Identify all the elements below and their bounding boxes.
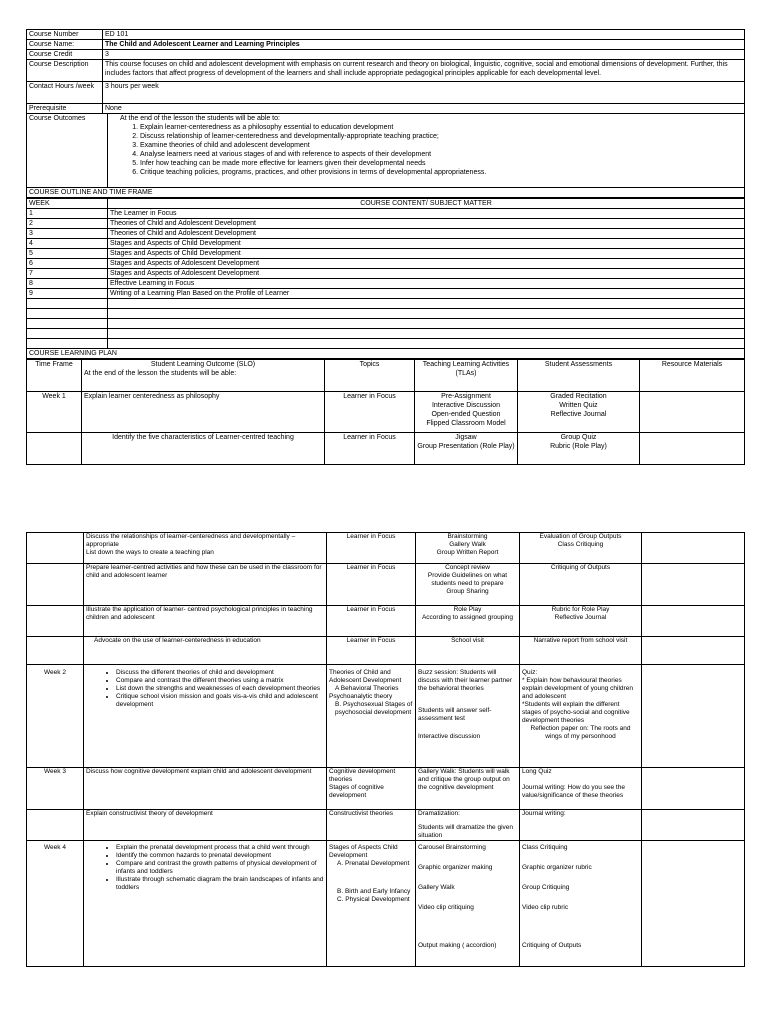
time-frame-empty: [27, 533, 84, 564]
prerequisite-label: Prerequisite: [27, 104, 103, 114]
assessment-item: Written Quiz: [559, 402, 598, 409]
tla-text: Dramatization:: [418, 810, 460, 817]
week-header: WEEK: [27, 199, 108, 209]
assessment-text: Journal writing: How do you see the value/significance of these theories: [522, 784, 625, 799]
tla-item: Group Sharing: [446, 588, 489, 595]
outline-content: Stages and Aspects of Adolescent Development: [108, 269, 745, 279]
assessment-cell: [520, 768, 642, 810]
topic-cell: Learner in Focus: [327, 606, 416, 637]
tla-item: Flipped Classroom Model: [426, 420, 506, 427]
outline-week: 8: [27, 279, 108, 289]
tla-text: Buzz session: Students will discuss with their learner partner the behavioral theories: [418, 669, 512, 692]
contact-hours-label: Contact Hours /week: [27, 82, 103, 104]
tla-item: Jigsaw: [455, 434, 477, 441]
tla-text: Students will answer self-assessment test: [418, 707, 492, 722]
topic-cell: Learner in Focus: [325, 392, 415, 433]
slo-item: • Explain the prenatal development process that a child went through: [116, 844, 324, 852]
outline-content: Theories of Child and Adolescent Development: [108, 229, 745, 239]
assessment-text: Video clip rubric: [522, 904, 569, 911]
tla-item: Interactive Discussion: [431, 402, 501, 409]
assessments-header: Student Assessments: [518, 360, 640, 392]
prerequisite: None: [103, 104, 745, 114]
week-1-label: Week 1: [27, 392, 82, 433]
assessment-cell: Narrative report from school visit: [520, 637, 642, 665]
page-1: [0, 29, 768, 465]
topic-text: A Behavioral Theories: [335, 685, 399, 692]
tla-item: Open-ended Question: [431, 411, 501, 418]
tla-cell: School visit: [416, 637, 520, 665]
topic-text: C. Physical Development: [337, 896, 410, 903]
assessment-cell: [518, 433, 640, 465]
outline-content-empty: [108, 309, 745, 319]
assessment-item: Group Quiz: [560, 434, 597, 441]
time-frame-empty: [27, 637, 84, 665]
outline-week: 3: [27, 229, 108, 239]
slo-item: • Identify the common hazards to prenatal development: [116, 852, 324, 860]
assessment-text: Reflection paper on: The roots and wings of my personhood: [530, 725, 631, 740]
page-2: [0, 532, 768, 967]
outcome-item: 1. Explain learner-centeredness as a philosophy essential to education development: [140, 123, 742, 132]
tla-item: According to assigned grouping: [421, 614, 514, 621]
slo-cell: Prepare learner-centred activities and how these can be used in the classroom for child and adolescent learner: [84, 564, 327, 606]
assessment-text: *Students will explain the different stages of psycho-social and cognitive development theories: [522, 701, 630, 724]
outline-week: 1: [27, 209, 108, 219]
assessment-item: Rubric for Role Play: [551, 606, 610, 613]
tla-item: Pre-Assignment: [441, 393, 491, 400]
slo-item: • Critique school vision mission and goals vis-a-vis child and adolescent development: [116, 693, 324, 709]
outline-content-empty: [108, 299, 745, 309]
slo-cell: [84, 665, 327, 768]
slo-cell: Illustrate the application of learner- centred psychological principles in teaching children and adolescent: [84, 606, 327, 637]
resource-cell: [642, 665, 745, 768]
outline-week: 5: [27, 249, 108, 259]
tla-cell: [416, 533, 520, 564]
assessment-text: Graphic organizer rubric: [522, 864, 592, 871]
slo-header-title: Student Learning Outcome (SLO): [150, 361, 256, 368]
outline-content: The Learner in Focus: [108, 209, 745, 219]
topic-cell: Learner in Focus: [327, 564, 416, 606]
course-description: This course focuses on child and adolescent development with emphasis on current research and theory on biological, linguistic, cognitive, social and emotional dimensions of development. Further, this includes factors that affect progress of development of the learners and shall include appropriate pedagogical principles applicable for each developmental level.: [103, 60, 745, 82]
course-number: ED 101: [103, 30, 745, 40]
week-4-label: Week 4: [27, 841, 84, 967]
week-3-label: Week 3: [27, 768, 84, 810]
resource-cell: [642, 564, 745, 606]
outline-week: 7: [27, 269, 108, 279]
topic-cell: [327, 768, 416, 810]
topic-text: A. Prenatal Development: [337, 860, 410, 867]
course-name-label: Course Name:: [27, 40, 103, 50]
time-frame-empty: [27, 433, 82, 465]
tla-item: Role Play: [453, 606, 482, 613]
outline-content: Stages and Aspects of Child Development: [108, 239, 745, 249]
plan-heading: COURSE LEARNING PLAN: [27, 349, 745, 359]
slo-item: • List down the strengths and weaknesses of each development theories: [116, 685, 324, 693]
assessment-item: Rubric (Role Play): [550, 443, 607, 450]
outcome-item: 3. Examine theories of child and adolescent development: [140, 141, 742, 150]
outline-heading: COURSE OUTLINE AND TIME FRAME: [27, 188, 745, 198]
resource-cell: [642, 533, 745, 564]
outline-week: 9: [27, 289, 108, 299]
course-outcomes-label: Course Outcomes: [27, 114, 108, 188]
assessment-cell: [520, 665, 642, 768]
tla-cell: [416, 606, 520, 637]
assessment-item: Graded Recitation: [550, 393, 607, 400]
tla-item: Gallery Walk: [449, 541, 486, 548]
topic-text: Cognitive development theories: [329, 768, 396, 783]
tla-cell: [415, 433, 518, 465]
assessment-text: Critiquing of Outputs: [522, 942, 582, 949]
outline-week: 2: [27, 219, 108, 229]
assessment-text: * Explain how behavioural theories explain development of young children and adolescent: [522, 677, 633, 700]
learning-plan-table-continued: [26, 532, 745, 967]
time-frame-empty: [27, 810, 84, 841]
slo-item: • Discuss the different theories of child and development: [116, 669, 324, 677]
outline-table: [26, 198, 745, 359]
slo-cell: Advocate on the use of learner-centeredness in education: [84, 637, 327, 665]
tla-cell: [416, 564, 520, 606]
topic-text: B. Psychosexual Stages of psychosocial development: [335, 701, 413, 716]
outcome-item: 4. Analyse learners need at various stages of and with reference to aspects of their development: [140, 150, 742, 159]
tla-cell: Gallery Walk: Students will walk and critique the group output on the cognitive development: [416, 768, 520, 810]
topic-text: Psychoanalytic theory: [329, 693, 393, 700]
assessment-cell: [518, 392, 640, 433]
tla-text: Output making ( accordion): [418, 942, 497, 949]
course-name: The Child and Adolescent Learner and Learning Principles: [103, 40, 745, 50]
outline-content: Writing of a Learning Plan Based on the Profile of Learner: [108, 289, 745, 299]
topic-cell: Learner in Focus: [327, 533, 416, 564]
slo-cell: Explain constructivist theory of development: [84, 810, 327, 841]
topic-text: Stages of Aspects Child Development: [329, 844, 398, 859]
content-header: COURSE CONTENT/ SUBJECT MATTER: [108, 199, 745, 209]
topic-cell: Learner in Focus: [327, 637, 416, 665]
course-description-label: Course Description: [27, 60, 103, 82]
outline-content-empty: [108, 319, 745, 329]
assessment-item: Reflective Journal: [550, 411, 607, 418]
outline-week-empty: [27, 319, 108, 329]
course-credit-label: Course Credit: [27, 50, 103, 60]
topic-cell: Learner in Focus: [325, 433, 415, 465]
course-info-table: [26, 29, 745, 198]
slo-cell: Identify the five characteristics of Learner-centred teaching: [82, 433, 325, 465]
outline-content: Theories of Child and Adolescent Development: [108, 219, 745, 229]
topic-text: Theories of Child and Adolescent Development: [329, 669, 402, 684]
resource-cell: [642, 606, 745, 637]
resources-header: Resource Materials: [640, 360, 745, 392]
course-credit: 3: [103, 50, 745, 60]
tla-header: Teaching Learning Activities (TLAs): [415, 360, 518, 392]
outcomes-intro: At the end of the lesson the students will be able to:: [120, 115, 280, 122]
tla-text: Carousel Brainstorming: [418, 844, 486, 851]
slo-list: [86, 844, 324, 892]
tla-text: Graphic organizer making: [418, 864, 493, 871]
outline-content: Effective Learning in Focus: [108, 279, 745, 289]
slo-header: [82, 360, 325, 392]
tla-cell: [416, 841, 520, 967]
outline-week: 6: [27, 259, 108, 269]
outcome-item: 2. Discuss relationship of learner-centeredness and developmentally-appropriate teaching practice;: [140, 132, 742, 141]
outline-content-empty: [108, 329, 745, 339]
tla-text: Students will dramatize the given situation: [418, 824, 514, 839]
tla-cell: [416, 665, 520, 768]
tla-item: Group Written Report: [436, 549, 499, 556]
resource-cell: [640, 433, 745, 465]
slo-header-sub: At the end of the lesson the students will be able:: [84, 370, 237, 377]
topic-text: B. Birth and Early Infancy: [337, 888, 411, 895]
tla-text: Gallery Walk: [418, 884, 455, 891]
learning-plan-table: [26, 359, 745, 465]
outline-content: Stages and Aspects of Adolescent Development: [108, 259, 745, 269]
assessment-cell: Critiquing of Outputs: [520, 564, 642, 606]
course-number-label: Course Number: [27, 30, 103, 40]
slo-text: List down the ways to create a teaching plan: [86, 549, 214, 556]
tla-item: Concept review: [445, 564, 490, 571]
slo-list: [86, 669, 324, 709]
topic-text: Stages of cognitive development: [329, 784, 384, 799]
slo-cell: Discuss how cognitive development explain child and adolescent development: [84, 768, 327, 810]
tla-cell: [416, 810, 520, 841]
outcome-item: 6. Critique teaching policies, programs, practices, and other provisions in terms of developmental appropriateness.: [140, 168, 742, 177]
topic-cell: Constructivist theories: [327, 810, 416, 841]
slo-cell: Explain learner centeredness as philosophy: [82, 392, 325, 433]
resource-cell: [640, 392, 745, 433]
time-frame-empty: [27, 606, 84, 637]
resource-cell: [642, 810, 745, 841]
topics-header: Topics: [325, 360, 415, 392]
topic-cell: [327, 665, 416, 768]
contact-hours: 3 hours per week: [103, 82, 745, 104]
time-frame-empty: [27, 564, 84, 606]
tla-item: Group Presentation (Role Play): [417, 443, 515, 450]
assessment-cell: Journal writing:: [520, 810, 642, 841]
tla-item: Provide Guidelines on what students need to prepare: [427, 572, 508, 587]
topic-cell: [327, 841, 416, 967]
assessment-item: Reflective Journal: [554, 614, 607, 621]
outcome-item: 5. Infer how teaching can be made more effective for learners given their developmental needs: [140, 159, 742, 168]
outline-week-empty: [27, 309, 108, 319]
tla-item: Brainstorming: [447, 533, 488, 540]
assessment-cell: [520, 606, 642, 637]
slo-item: • Compare and contrast the growth patterns of physical development of infants and toddlers: [116, 860, 324, 876]
assessment-cell: [520, 533, 642, 564]
outline-week-empty: [27, 329, 108, 339]
outcomes-list: [110, 123, 742, 177]
outline-week-empty: [27, 339, 108, 349]
slo-item: • Illustrate through schematic diagram the brain landscapes of infants and toddlers: [116, 876, 324, 892]
assessment-cell: [520, 841, 642, 967]
tla-text: Video clip critiquing: [418, 904, 474, 911]
outline-content: Stages and Aspects of Child Development: [108, 249, 745, 259]
slo-text: Discuss the relationships of learner-centeredness and developmentally –appropriate: [86, 533, 296, 548]
course-outcomes: [108, 114, 745, 188]
slo-cell: [84, 841, 327, 967]
outline-week-empty: [27, 299, 108, 309]
slo-cell: [84, 533, 327, 564]
resource-cell: [642, 637, 745, 665]
slo-item: • Compare and contrast the different theories using a matrix: [116, 677, 324, 685]
assessment-text: Long Quiz: [522, 768, 552, 775]
outline-week: 4: [27, 239, 108, 249]
assessment-item: Class Critiquing: [557, 541, 604, 548]
outline-content-empty: [108, 339, 745, 349]
tla-cell: [415, 392, 518, 433]
assessment-text: Class Critiquing: [522, 844, 568, 851]
time-frame-header: Time Frame: [27, 360, 82, 392]
assessment-text: Quiz:: [522, 669, 538, 676]
assessment-text: Group Critiquing: [522, 884, 570, 891]
tla-text: Interactive discussion: [418, 733, 481, 740]
assessment-item: Evaluation of Group Outputs: [539, 533, 622, 540]
week-2-label: Week 2: [27, 665, 84, 768]
resource-cell: [642, 841, 745, 967]
resource-cell: [642, 768, 745, 810]
